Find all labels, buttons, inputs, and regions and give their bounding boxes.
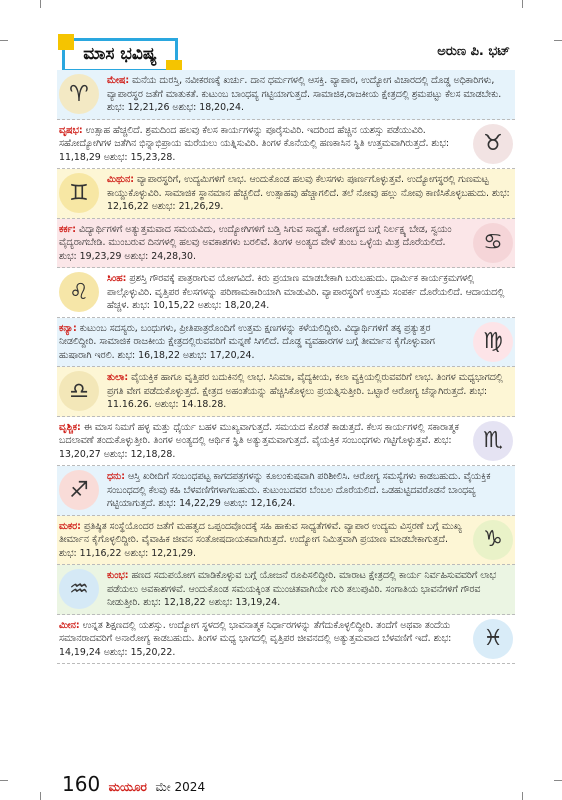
horoscope-list bbox=[57, 70, 515, 664]
prediction-text: ವಿದ್ಯಾರ್ಥಿಗಳಿಗೆ ಅತ್ಯುತ್ತಮವಾದ ಸಮಯವಿದು, ಉದ್ಯೋಗಿಗಳಿಗೆ ಬಡ್ತಿ ಸಿಗುವ ಸಾಧ್ಯತೆ. ಆರೋಗ್ಯದ ಬಗ್ಗೆ ನಿರ್ಲಕ್ಷ್ಯ ಬೇಡ, ಸ್ವಯಂ ವೈದ್ಯರಾಗಬೇಡಿ. ಮುಂಬರುವ ದಿನಗಳಲ್ಲಿ ಹಲವು ಅವಕಾಶಗಳು ಬರಲಿವೆ. ತಿಂಗಳ ಅಂತ್ಯದ ವೇಳೆ ತುಂಬ ಒಳ್ಳೆಯ ಮಿತ್ರ ದೊರೆಯಲಿದೆ. ಶುಭ: 19,23,29 ಅಶುಭ: 24,28,30. bbox=[59, 223, 452, 262]
prediction-text: ವ್ಯಾಪಾರಸ್ಥರಿಗೆ, ಉದ್ಯಮಿಗಳಿಗೆ ಲಾಭ. ಆಂದುಕೊಂಡ ಹಲವು ಕೆಲಸಗಳು ಪೂರ್ಣಗೊಳ್ಳುತ್ತವೆ. ಉದ್ಯೋಗಸ್ಥರಲ್ಲಿ ಗುಣಮಟ್ಟ ಕಾಯ್ದುಕೊಳ್ಳುವಿರಿ. ಸಾಮಾಜಿಕ ಸ್ಥಾನಮಾನ ಹೆಚ್ಚಲಿದೆ. ಉತ್ಸಾಹವು ಹೆಚ್ಚಾಗಲಿದೆ. ತಲೆ ನೋವು ಹಲ್ಲು ನೋವು ಕಾಣಿಸಿಕೊಳ್ಳಬಹುದು. ಶುಭ: 12,16,22 ಅಶುಭ: 21,26,29. bbox=[107, 174, 510, 212]
issue-date: ಮೇ 2024 bbox=[155, 780, 206, 794]
page-title-box bbox=[62, 38, 178, 72]
aquarius-water-bearer-icon: ♒ bbox=[57, 567, 101, 611]
pisces-fish-icon: ♓ bbox=[471, 617, 515, 661]
sign-name: ಮೇಷ: bbox=[107, 75, 130, 86]
prediction-text: ವೈಯಕ್ತಿಕ ಹಾಗೂ ವೃತ್ತಿಪರ ಬದುಕಿನಲ್ಲಿ ಲಾಭ. ಸಿನಿಮಾ, ವೈದ್ಯಕೀಯ, ಕಲಾ ವ್ಯಕ್ತಿಯಲ್ಲಿರುವವರಿಗೆ ಲಾಭ. ತಿಂಗಳ ಮಧ್ಯಭಾಗದಲ್ಲಿ ಪ್ರಗತಿ ವೇಗ ಪಡೆದುಕೊಳ್ಳುತ್ತದೆ. ಕ್ಷೇತ್ರದ ಅಹಂತೆಯನ್ನು ಹೆಚ್ಚಿಸಿಕೊಳ್ಳಲು ಪ್ರಯತ್ನಿಸುತ್ತೀರಿ. ಒಟ್ಟಾರೆ ಆರೋಗ್ಯ ಚೆನ್ನಾಗಿರುತ್ತದೆ. ಶುಭ: 11.16.26. ಅಶುಭ: 14.18.28. bbox=[107, 372, 503, 410]
author-byline: ಅರುಣ ಪಿ. ಭಟ್ bbox=[437, 44, 510, 59]
page-title: ಮಾಸ ಭವಿಷ್ಯ bbox=[83, 44, 157, 64]
sign-name: ಕುಂಭ: bbox=[107, 570, 129, 581]
entry-text bbox=[105, 169, 515, 218]
entry-text bbox=[57, 516, 467, 565]
prediction-text: ಉನ್ನತ ಶಿಕ್ಷಣದಲ್ಲಿ ಯಶಸ್ಸು. ಉದ್ಯೋಗ ಸ್ಥಳದಲ್ಲಿ ಭಾವನಾತ್ಮಕ ನಿರ್ಧಾರಗಳನ್ನು ತೆಗೆದುಕೊಳ್ಳಲಿದ್ದೀರಿ. ತಂದೆಗೆ ಅಥವಾ ತಂದೆಯ ಸಮಾನರಾದವರಿಗೆ ಅನಾರೋಗ್ಯ ಕಾಡಬಹುದು. ತಿಂಗಳ ಮಧ್ಯ ಭಾಗದಲ್ಲಿ ವೃತ್ತಿಪರ ಜೀವನದಲ್ಲಿ ಅತ್ಯುತ್ತಮವಾದ ಬೆಳವಣಿಗೆ ಇದೆ. ಶುಭ: 14,19,24 ಅಶುಭ: 15,20,22. bbox=[59, 619, 452, 658]
scorpio-scorpion-icon: ♏ bbox=[471, 419, 515, 463]
crop-mark bbox=[0, 40, 8, 41]
cancer-crab-icon: ♋ bbox=[471, 221, 515, 265]
sagittarius-archer-icon: ♐ bbox=[57, 468, 101, 512]
entry-text bbox=[105, 367, 515, 416]
horoscope-entry bbox=[57, 516, 515, 566]
horoscope-entry bbox=[57, 417, 515, 467]
prediction-text: ಈ ಮಾಸ ನಿಮಗೆ ಹಳ್ಳ ಮತ್ತು ಧೈರ್ಯ ಬಹಳ ಮುಖ್ಯವಾಗುತ್ತದೆ. ಸಮಯದ ಕೊರತೆ ಕಾಡುತ್ತದೆ. ಕೆಲಸ ಕಾರ್ಯಗಳಲ್ಲಿ ಸಕಾರಾತ್ಮಕ ಬದಲಾವಣೆ ತಂದುಕೊಳ್ಳುತ್ತೀರಿ. ತಿಂಗಳ ಅಂತ್ಯದಲ್ಲಿ ಆರ್ಥಿಕ ಸ್ಥಿತಿ ಅತ್ಯುತ್ತಮವಾಗುತ್ತದೆ. ವೈಯಕ್ತಿಕ ಸಂಬಂಧಗಳು ಗಟ್ಟಿಗೊಳ್ಳುತ್ತವೆ. ಶುಭ: 13,20,27 ಅಶುಭ: 12,18,28. bbox=[59, 421, 459, 460]
horoscope-entry bbox=[57, 70, 515, 120]
horoscope-entry bbox=[57, 318, 515, 368]
horoscope-entry bbox=[57, 219, 515, 269]
entry-text bbox=[57, 219, 467, 268]
sign-name: ಮಕರ: bbox=[59, 520, 81, 532]
sign-name: ಕರ್ಕ: bbox=[59, 223, 77, 235]
magazine-name: ಮಯೂರ bbox=[108, 780, 147, 794]
horoscope-entry bbox=[57, 169, 515, 219]
crop-mark bbox=[40, 792, 41, 800]
sign-name: ಧನು: bbox=[107, 471, 125, 482]
sign-name: ವೃಶ್ಚಿಕ: bbox=[59, 421, 81, 433]
crop-mark bbox=[554, 780, 562, 781]
crop-mark bbox=[522, 792, 523, 800]
crop-mark bbox=[522, 0, 523, 8]
sign-name: ವೃಷಭ: bbox=[59, 124, 83, 136]
entry-text bbox=[57, 417, 467, 466]
sign-name: ಕನ್ಯಾ: bbox=[59, 322, 77, 334]
prediction-text: ಉತ್ಸಾಹ ಹೆಚ್ಚಲಿದೆ. ಶ್ರಮದಿಂದ ಹಲವು ಕೆಲಸ ಕಾರ್ಯಗಳನ್ನು ಪೂರೈಸುವಿರಿ. ಇದರಿಂದ ಹೆಚ್ಚಿನ ಯಶಸ್ಸು ಪಡೆಯುವಿರಿ. ಸಹೋದ್ಯೋಗಿಗಳ ಜತೆಗಿನ ಭಿನ್ನಾಭಿಪ್ರಾಯ ಮರೆಯಲು ಯತ್ನಿಸುವಿರಿ. ತಿಂಗಳ ಕೊನೆಯಲ್ಲಿ ಹಣಕಾಸಿನ ಸ್ಥಿತಿ ಉತ್ತಮವಾಗಿರುತ್ತದೆ. ಶುಭ: 11,18,29 ಅಶುಭ: 15,23,28. bbox=[59, 124, 450, 163]
taurus-bull-icon: ♉ bbox=[471, 122, 515, 166]
capricorn-goat-icon: ♑ bbox=[471, 518, 515, 562]
sign-name: ತುಲಾ: bbox=[107, 372, 129, 383]
crop-mark bbox=[40, 0, 41, 8]
crop-mark bbox=[554, 40, 562, 41]
sign-name: ಮಿಥುನ: bbox=[107, 174, 134, 185]
gemini-twins-icon: ♊ bbox=[57, 171, 101, 215]
entry-text bbox=[57, 318, 467, 367]
prediction-text: ಪ್ರಶಸ್ತಿ ಗೌರವಕ್ಕೆ ಪಾತ್ರರಾಗುವ ಯೋಗವಿದೆ. ಕಿರು ಪ್ರಯಾಣ ಮಾಡಬೇಕಾಗಿ ಬರುಬಹುದು. ಧಾರ್ಮಿಕ ಕಾರ್ಯಕ್ರಮಗಳಲ್ಲಿ ಪಾಲ್ಗೊಳ್ಳುವಿರಿ. ವೃತ್ತಿಪರ ಕೆಲಸಗಳನ್ನು ಪರಿಣಾಮಕಾರಿಯಾಗಿ ಮಾಡುವಿರಿ. ವ್ಯಾಪಾರಸ್ಥರಿಗೆ ಉತ್ತಮ ಸಂಪರ್ಕ ದೊರೆಯಲಿದೆ. ಆದಾಯದಲ್ಲಿ ಹೆಚ್ಚಳ. ಶುಭ: 10,15,22 ಅಶುಭ: 18,20,24. bbox=[107, 273, 505, 311]
crop-mark bbox=[0, 780, 8, 781]
aries-ram-icon: ♈ bbox=[57, 72, 101, 116]
entry-text bbox=[57, 120, 467, 169]
prediction-text: ಪ್ರತಿಷ್ಠಿತ ಸಂಸ್ಥೆಯೊಂದರ ಜತೆಗೆ ಮಹತ್ವದ ಒಪ್ಪಂದವೊಂದಕ್ಕೆ ಸಹಿ ಹಾಕುವ ಸಾಧ್ಯತೆಗಳಿವೆ. ವ್ಯಾಪಾರ ಉದ್ಯಮ ವಿಸ್ತರಣೆ ಬಗ್ಗೆ ಮುಖ್ಯ ತೀರ್ಮಾನ ಕೈಗೊಳ್ಳಲಿದ್ದೀರಿ. ವೈವಾಹಿಕ ಜೀವನ ಸಂತೋಷದಾಯಕವಾಗಿರುತ್ತದೆ. ಉದ್ಯೋಗ ನಿಮಿತ್ತವಾಗಿ ಪ್ರಯಾಣ ಮಾಡಬೇಕಾಗುತ್ತದೆ. ಶುಭ: 11,16,22 ಅಶುಭ: 12,21,29. bbox=[59, 520, 462, 559]
sign-name: ಸಿಂಹ: bbox=[107, 273, 127, 284]
horoscope-entry bbox=[57, 120, 515, 170]
prediction-text: ಮನೆಯ ದುರಸ್ತಿ, ನವೀಕರಣಕ್ಕೆ ಖರ್ಚು. ದಾನ ಧರ್ಮಗಳಲ್ಲಿ ಆಸಕ್ತಿ. ವ್ಯಾಪಾರ, ಉದ್ಯೋಗ ವಿಚಾರದಲ್ಲಿ ದೊಡ್ಡ ಅಧಿಕಾರಿಗಳು, ವ್ಯಾಪಾರಸ್ಥರ ಜತೆಗೆ ಮಾತುಕತೆ. ಕುಟುಂಬ ಬಾಂಧವ್ಯ ಗಟ್ಟಿಯಾಗುತ್ತದೆ. ಸಾಮಾಜಿಕ,ರಾಜಕೀಯ ಕ್ಷೇತ್ರದಲ್ಲಿ ಶ್ರಮಪಟ್ಟು ಕೆಲಸ ಮಾಡಬೇಕು. ಶುಭ: 12,21,26 ಅಶುಭ: 18,20,24. bbox=[107, 75, 502, 113]
horoscope-entry bbox=[57, 615, 515, 665]
entry-text bbox=[105, 70, 515, 119]
page-footer bbox=[62, 772, 205, 796]
prediction-text: ಆಸ್ತಿ ಖರೀದಿಗೆ ಸಂಬಂಧಪಟ್ಟ ಕಾಗದಪತ್ರಗಳನ್ನು ಕೂಲಂಕುಷವಾಗಿ ಪರಿಶೀಲಿಸಿ. ಆರೋಗ್ಯ ಸಮಸ್ಯೆಗಳು ಕಾಡಬಹುದು. ವೈಯಕ್ತಿಕ ಸಂಬಂಧದಲ್ಲಿ ಕೆಲವು ಕಹಿ ಬೆಳವಣಿಗೆಗಳಾಗಬಹುದು. ಕುಟುಂಬದವರ ಬೆಂಬಲ ದೊರೆಯಲಿದೆ. ಒಡಹುಟ್ಟಿದವರೊಡನೆ ಬಾಂಧವ್ಯ ಗಟ್ಟಿಯಾಗುತ್ತದೆ. ಶುಭ: 14,22,29 ಅಶುಭ: 12,16,24. bbox=[107, 471, 491, 509]
entry-text bbox=[105, 565, 515, 614]
page-number: 160 bbox=[62, 772, 101, 796]
virgo-maiden-icon: ♍ bbox=[471, 320, 515, 364]
horoscope-entry bbox=[57, 367, 515, 417]
entry-text bbox=[105, 466, 515, 515]
horoscope-entry bbox=[57, 268, 515, 318]
leo-lion-icon: ♌ bbox=[57, 270, 101, 314]
libra-scales-icon: ♎ bbox=[57, 369, 101, 413]
entry-text bbox=[57, 615, 467, 664]
horoscope-entry bbox=[57, 466, 515, 516]
entry-text bbox=[105, 268, 515, 317]
horoscope-entry bbox=[57, 565, 515, 615]
sign-name: ಮೀನ: bbox=[59, 619, 80, 631]
prediction-text: ಕುಟುಂಬ ಸದಸ್ಯರು, ಬಂಧುಗಳು, ಪ್ರೀತಿಪಾತ್ರರೊಂದಿಗೆ ಉತ್ತಮ ಕ್ಷಣಗಳನ್ನು ಕಳೆಯಲಿದ್ದೀರಿ. ವಿದ್ಯಾರ್ಥಿಗಳಿಗೆ ತಕ್ಕ ಪ್ರತ್ಯುತ್ತರ ನೀಡಲಿದ್ದೀರಿ. ಸಾಮಾಜಿಕ ರಾಜಕೀಯ ಕ್ಷೇತ್ರದಲ್ಲಿರುವವರಿಗೆ ಮನ್ನಣೆ ಸಿಗಲಿದೆ. ದೊಡ್ಡ ವ್ಯವಹಾರಗಳ ಬಗ್ಗೆ ತೀರ್ಮಾನ ಕೈಗೊಳ್ಳುವಾಗ ಹುಷಾರಾಗಿ ಇರಲಿ. ಶುಭ: 16,18,22 ಅಶುಭ: 17,20,24. bbox=[59, 322, 435, 361]
prediction-text: ಹಣದ ಸದುಪಯೋಗ ಮಾಡಿಕೊಳ್ಳುವ ಬಗ್ಗೆ ಯೋಜನೆ ರೂಪಿಸಲಿದ್ದೀರಿ. ಮಾರಾಟ ಕ್ಷೇತ್ರದಲ್ಲಿ ಕಾರ್ಯ ನಿರ್ವಹಿಸುವವರಿಗೆ ಲಾಭ ಪಡೆಯಲು ಅವಕಾಶಗಳಿವೆ. ಆಂದುಕೊಂಡ ಸಮಯಕ್ಕಿಂತ ಮುಂಚಿತವಾಗಿಯೇ ಗುರಿ ತಲುಪುವಿರಿ. ಸಂಗಾತಿಯ ಭಾವನೆಗಳಿಗೆ ಗೌರವ ನೀಡುತ್ತೀರಿ. ಶುಭ: 12,18,22 ಅಶುಭ: 13,19,24. bbox=[107, 570, 497, 608]
